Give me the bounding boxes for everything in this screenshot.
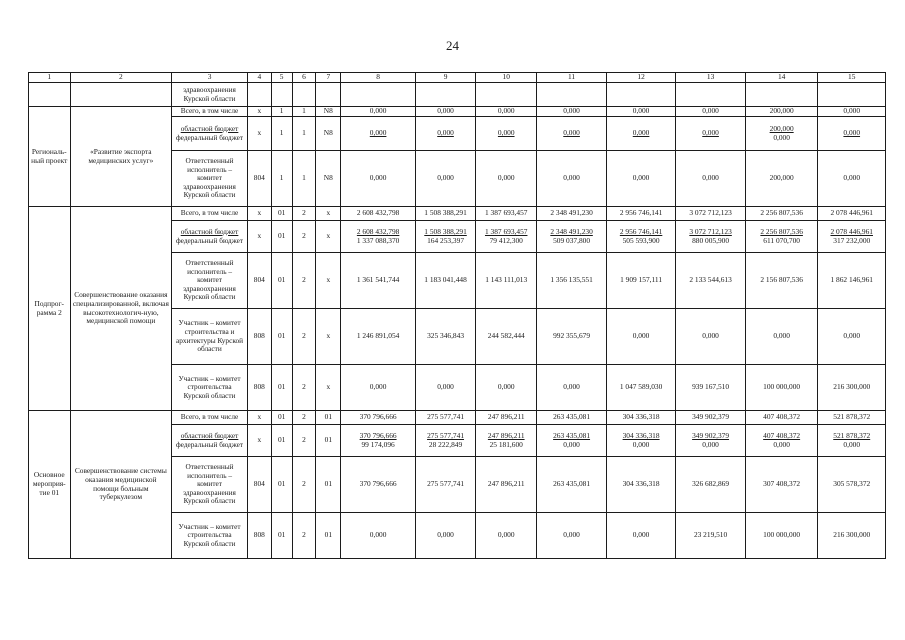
pr-code: 2 [292, 513, 316, 559]
amount-cell: 3 072 712,123 [676, 207, 746, 221]
grbs-code: 808 [247, 365, 271, 411]
table-row [29, 207, 886, 221]
rz-code: 1 [271, 151, 292, 207]
rz-code: 01 [271, 309, 292, 365]
grbs-code: x [247, 207, 271, 221]
amount-cell: 326 682,869 [676, 457, 746, 513]
regional-amount: 0,000 [702, 128, 719, 138]
grbs-code: 804 [247, 253, 271, 309]
empty-cell [70, 83, 172, 107]
amount-cell [537, 221, 607, 253]
section-title: Совершенствование оказания специализированной, включая высокотехнологич-ную, медицинской помощи [70, 207, 172, 411]
amount-cell [476, 221, 537, 253]
grbs-code: x [247, 411, 271, 425]
amount-cell: 370 796,666 [341, 411, 416, 425]
pr-code: 2 [292, 309, 316, 365]
empty-cell [29, 83, 71, 107]
amount-cell: 0,000 [606, 513, 676, 559]
amount-cell [606, 221, 676, 253]
csr-code: x [316, 253, 341, 309]
amount-cell: 2 133 544,613 [676, 253, 746, 309]
grbs-code: 808 [247, 309, 271, 365]
amount-cell: 939 167,510 [676, 365, 746, 411]
amount-cell: 1 047 589,030 [606, 365, 676, 411]
regional-amount: 0,000 [843, 128, 861, 138]
regional-amount: 2 956 746,141 [619, 226, 663, 236]
column-number: 1 [29, 73, 71, 83]
amount-cell: 275 577,741 [415, 411, 475, 425]
amount-cell [415, 117, 475, 151]
federal-amount: 99 174,096 [361, 439, 395, 449]
regional-amount: 247 896,211 [487, 430, 525, 440]
amount-cell: 349 902,379 [676, 411, 746, 425]
regional-amount: 349 902,379 [692, 430, 730, 440]
column-number: 13 [676, 73, 746, 83]
amount-cell: 0,000 [341, 151, 416, 207]
column-number: 3 [172, 73, 248, 83]
amount-cell [341, 221, 416, 253]
regional-amount: 0,000 [563, 128, 580, 138]
funding-source: Участник – комитет строительства и архитектуры Курской области [172, 309, 248, 365]
amount-cell [537, 425, 607, 457]
csr-code: 01 [316, 411, 341, 425]
empty-cell [316, 83, 341, 107]
header-row [29, 73, 886, 83]
amount-cell: 0,000 [341, 513, 416, 559]
pr-code: 2 [292, 207, 316, 221]
amount-cell [676, 117, 746, 151]
regional-amount: 1 387 693,457 [484, 226, 528, 236]
amount-cell: 263 435,081 [537, 411, 607, 425]
grbs-code: x [247, 221, 271, 253]
federal-amount: 79 412,300 [489, 235, 523, 245]
federal-amount: 611 070,700 [763, 235, 800, 245]
funding-source: Всего, в том числе [172, 207, 248, 221]
column-number: 5 [271, 73, 292, 83]
federal-amount: 0,000 [702, 439, 719, 449]
amount-cell: 0,000 [537, 107, 607, 117]
federal-amount: 880 005,900 [692, 235, 730, 245]
regional-amount: 2 348 491,230 [550, 226, 593, 236]
rz-code: 01 [271, 207, 292, 221]
amount-cell [818, 221, 886, 253]
section-type: Региональ-ный проект [29, 107, 71, 207]
amount-cell: 216 300,000 [818, 513, 886, 559]
amount-cell: 407 408,372 [745, 411, 818, 425]
pr-code: 2 [292, 411, 316, 425]
amount-cell [606, 425, 676, 457]
amount-cell: 0,000 [606, 107, 676, 117]
table-body [29, 73, 886, 559]
amount-cell: 992 355,679 [537, 309, 607, 365]
amount-cell [606, 117, 676, 151]
amount-cell: 1 909 157,111 [606, 253, 676, 309]
regional-budget-label: областной бюджет [180, 226, 239, 236]
federal-budget-label: федеральный бюджет [175, 235, 244, 245]
grbs-code: x [247, 107, 271, 117]
federal-amount: 28 222,849 [428, 439, 463, 449]
amount-cell: 0,000 [676, 151, 746, 207]
empty-cell [415, 83, 475, 107]
rz-code: 1 [271, 107, 292, 117]
amount-cell: 2 156 807,536 [745, 253, 818, 309]
table-row [29, 411, 886, 425]
amount-cell: 247 896,211 [476, 411, 537, 425]
continuation-row [29, 83, 886, 107]
empty-cell [292, 83, 316, 107]
column-number: 12 [606, 73, 676, 83]
funding-source: Ответственный исполнитель – комитет здравоохранения Курской области [172, 151, 248, 207]
grbs-code: 804 [247, 457, 271, 513]
csr-code: x [316, 207, 341, 221]
funding-source: Ответственный исполнитель – комитет здравоохранения Курской области [172, 253, 248, 309]
rz-code: 01 [271, 411, 292, 425]
amount-cell: 0,000 [415, 513, 475, 559]
page-number: 24 [446, 38, 459, 53]
regional-amount: 370 796,666 [359, 430, 397, 440]
amount-cell: 1 387 693,457 [476, 207, 537, 221]
amount-cell: 2 348 491,230 [537, 207, 607, 221]
amount-cell: 307 408,372 [745, 457, 818, 513]
amount-cell [745, 221, 818, 253]
amount-cell: 0,000 [415, 365, 475, 411]
regional-amount: 263 435,081 [553, 430, 591, 440]
funding-source: Всего, в том числе [172, 107, 248, 117]
amount-cell: 2 078 446,961 [818, 207, 886, 221]
pr-code: 1 [292, 107, 316, 117]
amount-cell: 216 300,000 [818, 365, 886, 411]
empty-cell [606, 83, 676, 107]
amount-cell: 100 000,000 [745, 365, 818, 411]
empty-cell [818, 83, 886, 107]
section-title: Совершенствование системы оказания медицинской помощи больным туберкулезом [70, 411, 172, 559]
rz-code: 1 [271, 117, 292, 151]
funding-source: Участник – комитет строительства Курской области [172, 365, 248, 411]
amount-cell: 0,000 [818, 107, 886, 117]
amount-cell: 0,000 [341, 107, 416, 117]
csr-code: x [316, 221, 341, 253]
pr-code: 2 [292, 253, 316, 309]
amount-cell: 0,000 [745, 309, 818, 365]
amount-cell: 0,000 [606, 309, 676, 365]
funding-source [172, 425, 248, 457]
regional-amount: 2 078 446,961 [830, 226, 873, 236]
amount-cell: 521 878,372 [818, 411, 886, 425]
amount-cell: 0,000 [676, 107, 746, 117]
amount-cell: 2 608 432,798 [341, 207, 416, 221]
amount-cell: 0,000 [676, 309, 746, 365]
funding-source [172, 221, 248, 253]
regional-amount: 2 256 807,536 [760, 226, 803, 236]
grbs-code: x [247, 117, 271, 151]
amount-cell: 200,000 [745, 107, 818, 117]
amount-cell [341, 425, 416, 457]
rz-code: 01 [271, 513, 292, 559]
column-number: 7 [316, 73, 341, 83]
regional-amount: 304 336,318 [622, 430, 660, 440]
empty-cell [745, 83, 818, 107]
federal-amount: 0,000 [773, 132, 790, 142]
amount-cell: 275 577,741 [415, 457, 475, 513]
empty-cell [247, 83, 271, 107]
funding-source: Всего, в том числе [172, 411, 248, 425]
section-title: «Развитие экспорта медицинских услуг» [70, 107, 172, 207]
pr-code: 1 [292, 151, 316, 207]
column-number: 11 [537, 73, 607, 83]
amount-cell: 2 256 807,536 [745, 207, 818, 221]
amount-cell [676, 425, 746, 457]
amount-cell: 1 361 541,744 [341, 253, 416, 309]
amount-cell [415, 221, 475, 253]
regional-budget-label: областной бюджет [180, 430, 239, 440]
column-number: 10 [476, 73, 537, 83]
column-number: 6 [292, 73, 316, 83]
amount-cell: 200,000 [745, 151, 818, 207]
regional-budget-label: областной бюджет [180, 123, 239, 133]
regional-amount: 407 408,372 [763, 430, 801, 440]
rz-code: 01 [271, 253, 292, 309]
amount-cell: 0,000 [537, 365, 607, 411]
grbs-code: 808 [247, 513, 271, 559]
amount-cell: 370 796,666 [341, 457, 416, 513]
regional-amount: 521 878,372 [833, 430, 871, 440]
amount-cell: 1 183 041,448 [415, 253, 475, 309]
section-type: Подпрог-рамма 2 [29, 207, 71, 411]
amount-cell: 0,000 [537, 513, 607, 559]
amount-cell: 1 246 891,054 [341, 309, 416, 365]
empty-cell [341, 83, 416, 107]
federal-amount: 317 232,000 [833, 235, 871, 245]
amount-cell: 305 578,372 [818, 457, 886, 513]
csr-code: 01 [316, 425, 341, 457]
amount-cell [745, 117, 818, 151]
column-number: 8 [341, 73, 416, 83]
amount-cell [415, 425, 475, 457]
amount-cell: 0,000 [415, 107, 475, 117]
amount-cell [537, 117, 607, 151]
amount-cell: 304 336,318 [606, 457, 676, 513]
budget-table [28, 72, 886, 559]
column-number: 4 [247, 73, 271, 83]
federal-amount: 0,000 [843, 439, 861, 449]
pr-code: 2 [292, 221, 316, 253]
amount-cell: 0,000 [537, 151, 607, 207]
federal-amount: 164 253,397 [427, 235, 465, 245]
regional-amount: 200,000 [769, 123, 794, 133]
rz-code: 01 [271, 221, 292, 253]
amount-cell [476, 425, 537, 457]
csr-code: x [316, 365, 341, 411]
pr-code: 2 [292, 365, 316, 411]
amount-cell [818, 117, 886, 151]
federal-amount: 1 337 088,370 [356, 235, 400, 245]
regional-amount: 0,000 [437, 128, 454, 138]
empty-cell [537, 83, 607, 107]
amount-cell: 1 356 135,551 [537, 253, 607, 309]
pr-code: 2 [292, 457, 316, 513]
amount-cell: 0,000 [476, 513, 537, 559]
csr-code: x [316, 309, 341, 365]
amount-cell: 100 000,000 [745, 513, 818, 559]
column-number: 14 [745, 73, 818, 83]
regional-amount: 0,000 [369, 128, 387, 138]
regional-amount: 0,000 [632, 128, 650, 138]
amount-cell [818, 425, 886, 457]
federal-budget-label: федеральный бюджет [175, 132, 244, 142]
amount-cell: 0,000 [415, 151, 475, 207]
continuation-text: здравоохранения Курской области [172, 83, 248, 107]
empty-cell [271, 83, 292, 107]
amount-cell: 0,000 [341, 365, 416, 411]
regional-amount: 275 577,741 [427, 430, 465, 440]
amount-cell: 0,000 [606, 151, 676, 207]
regional-amount: 0,000 [497, 128, 515, 138]
rz-code: 01 [271, 457, 292, 513]
amount-cell [676, 221, 746, 253]
amount-cell: 325 346,843 [415, 309, 475, 365]
regional-amount: 2 608 432,798 [356, 226, 400, 236]
pr-code: 1 [292, 117, 316, 151]
table-row [29, 107, 886, 117]
funding-source: Ответственный исполнитель – комитет здравоохранения Курской области [172, 457, 248, 513]
amount-cell: 1 508 388,291 [415, 207, 475, 221]
rz-code: 01 [271, 365, 292, 411]
funding-source [172, 117, 248, 151]
amount-cell: 1 143 111,013 [476, 253, 537, 309]
federal-amount: 0,000 [632, 439, 650, 449]
federal-amount: 509 037,800 [553, 235, 591, 245]
amount-cell: 263 435,081 [537, 457, 607, 513]
csr-code: N8 [316, 151, 341, 207]
regional-amount: 1 508 388,291 [424, 226, 467, 236]
amount-cell [341, 117, 416, 151]
amount-cell: 304 336,318 [606, 411, 676, 425]
amount-cell: 1 862 146,961 [818, 253, 886, 309]
pr-code: 2 [292, 425, 316, 457]
csr-code: 01 [316, 457, 341, 513]
csr-code: N8 [316, 117, 341, 151]
rz-code: 01 [271, 425, 292, 457]
section-type: Основное мероприя-тие 01 [29, 411, 71, 559]
funding-source: Участник – комитет строительства Курской области [172, 513, 248, 559]
empty-cell [476, 83, 537, 107]
column-number: 15 [818, 73, 886, 83]
federal-budget-label: федеральный бюджет [175, 439, 244, 449]
federal-amount: 0,000 [563, 439, 580, 449]
amount-cell: 0,000 [476, 107, 537, 117]
amount-cell: 2 956 746,141 [606, 207, 676, 221]
federal-amount: 505 593,900 [622, 235, 660, 245]
amount-cell: 244 582,444 [476, 309, 537, 365]
amount-cell [476, 117, 537, 151]
grbs-code: x [247, 425, 271, 457]
amount-cell: 247 896,211 [476, 457, 537, 513]
column-number: 2 [70, 73, 172, 83]
amount-cell: 0,000 [818, 309, 886, 365]
amount-cell: 0,000 [476, 365, 537, 411]
federal-amount: 0,000 [773, 439, 790, 449]
csr-code: N8 [316, 107, 341, 117]
grbs-code: 804 [247, 151, 271, 207]
federal-amount: 25 181,600 [489, 439, 523, 449]
empty-cell [676, 83, 746, 107]
csr-code: 01 [316, 513, 341, 559]
amount-cell [745, 425, 818, 457]
amount-cell: 0,000 [476, 151, 537, 207]
amount-cell: 23 219,510 [676, 513, 746, 559]
amount-cell: 0,000 [818, 151, 886, 207]
column-number: 9 [415, 73, 475, 83]
regional-amount: 3 072 712,123 [689, 226, 732, 236]
